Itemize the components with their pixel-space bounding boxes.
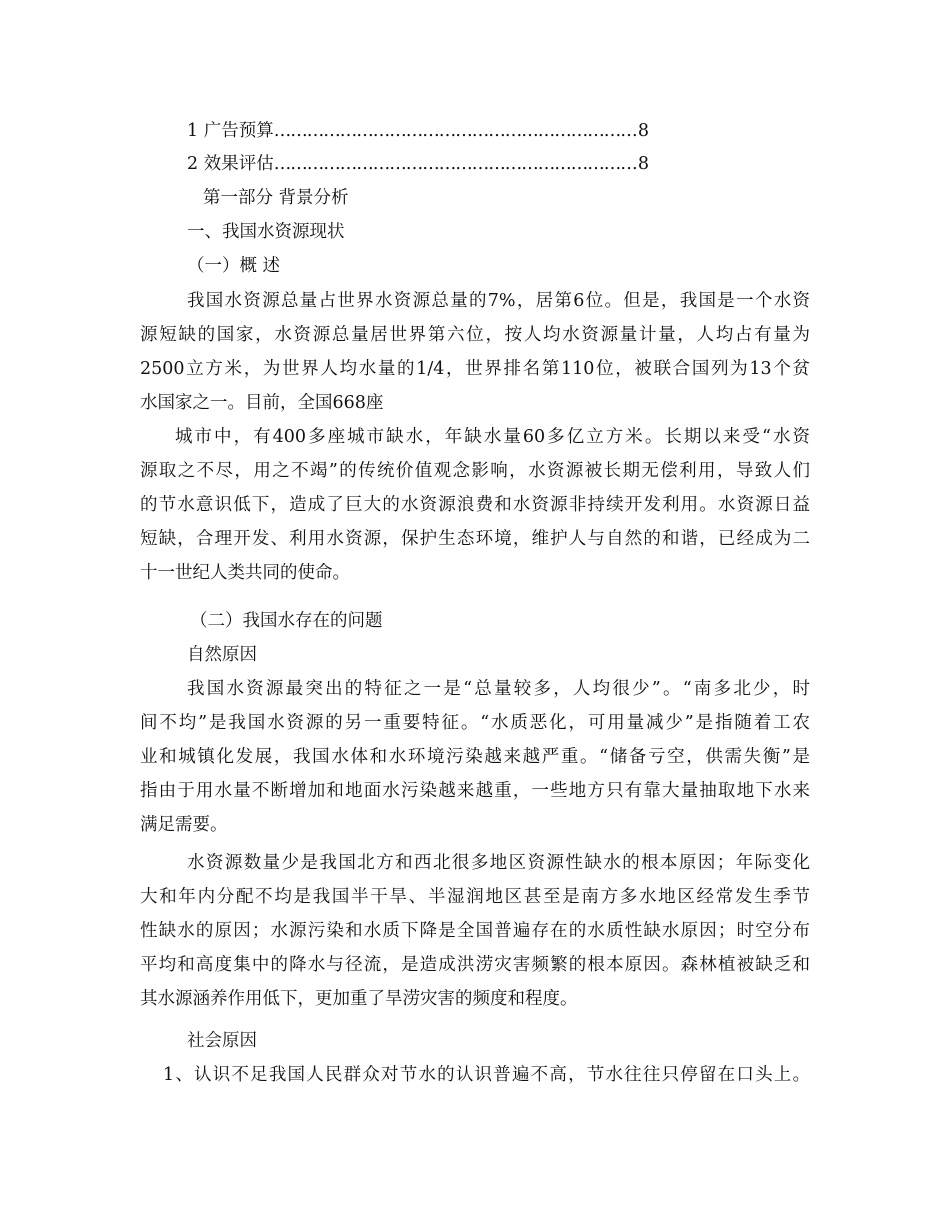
paragraph-line: 间不均”是我国水资源的另一重要特征。“水质恶化，可用量减少”是指随着工农 xyxy=(140,713,810,733)
toc-entry[interactable] xyxy=(187,114,649,148)
list-item: 1、认识不足我国人民群众对节水的认识普遍不高，节水往往只停留在口头上。 xyxy=(163,1065,810,1085)
paragraph-line: 其水源涵养作用低下，更加重了旱涝灾害的频度和程度。 xyxy=(140,989,578,1009)
toc-leader xyxy=(274,147,638,181)
paragraph-line: 业和城镇化发展，我国水体和水环境污染越来越严重。“储备亏空，供需失衡”是 xyxy=(140,747,810,767)
paragraph-line: 我国水资源总量占世界水资源总量的7%，居第6位。但是，我国是一个水资 xyxy=(187,291,810,311)
paragraph-line: 源短缺的国家，水资源总量居世界第六位，按人均水资源量计量，人均占有量为 xyxy=(140,325,810,345)
subsection-title: （一）概 述 xyxy=(187,256,281,276)
subsection-title: （二）我国水存在的问题 xyxy=(190,611,383,631)
paragraph-line: 水国家之一。目前，全国668座 xyxy=(140,393,384,413)
part-title: 第一部分 背景分析 xyxy=(203,188,349,208)
toc-page: 8 xyxy=(637,154,649,174)
section-title: 一、我国水资源现状 xyxy=(187,222,345,242)
paragraph-line: 2500立方米，为世界人均水量的1/4，世界排名第110位，被联合国列为13个贫 xyxy=(140,359,810,379)
paragraph-line: 城市中，有400多座城市缺水，年缺水量60多亿立方米。长期以来受“水资 xyxy=(175,427,810,447)
paragraph-line: 源取之不尽，用之不竭”的传统价值观念影响，水资源被长期无偿利用，导致人们 xyxy=(140,461,810,481)
paragraph-line: 短缺，合理开发、利用水资源，保护生态环境，维护人与自然的和谐，已经成为二 xyxy=(140,529,810,549)
toc-leader xyxy=(274,114,638,148)
paragraph-line: 满足需要。 xyxy=(140,815,228,835)
heading-natural-causes: 自然原因 xyxy=(187,645,257,665)
paragraph-line: 指由于用水量不断增加和地面水污染越来越重，一些地方只有靠大量抽取地下水来 xyxy=(140,781,810,801)
paragraph-line: 性缺水的原因；水源污染和水质下降是全国普遍存在的水质性缺水原因；时空分布 xyxy=(140,921,810,941)
paragraph-line: 我国水资源最突出的特征之一是“总量较多，人均很少”。“南多北少，时 xyxy=(187,679,810,699)
paragraph-line: 大和年内分配不均是我国半干旱、半湿润地区甚至是南方多水地区经常发生季节 xyxy=(140,887,810,907)
toc-label: 1 广告预算 xyxy=(187,121,274,141)
heading-social-causes: 社会原因 xyxy=(187,1031,257,1051)
paragraph-line: 十一世纪人类共同的使命。 xyxy=(140,563,350,583)
paragraph-line: 平均和高度集中的降水与径流，是造成洪涝灾害频繁的根本原因。森林植被缺乏和 xyxy=(140,955,810,975)
toc-label: 2 效果评估 xyxy=(187,154,274,174)
toc-entry[interactable] xyxy=(187,147,649,181)
paragraph-line: 水资源数量少是我国北方和西北很多地区资源性缺水的根本原因；年际变化 xyxy=(187,853,810,873)
toc-page: 8 xyxy=(637,121,649,141)
paragraph-line: 的节水意识低下，造成了巨大的水资源浪费和水资源非持续开发利用。水资源日益 xyxy=(140,495,810,515)
